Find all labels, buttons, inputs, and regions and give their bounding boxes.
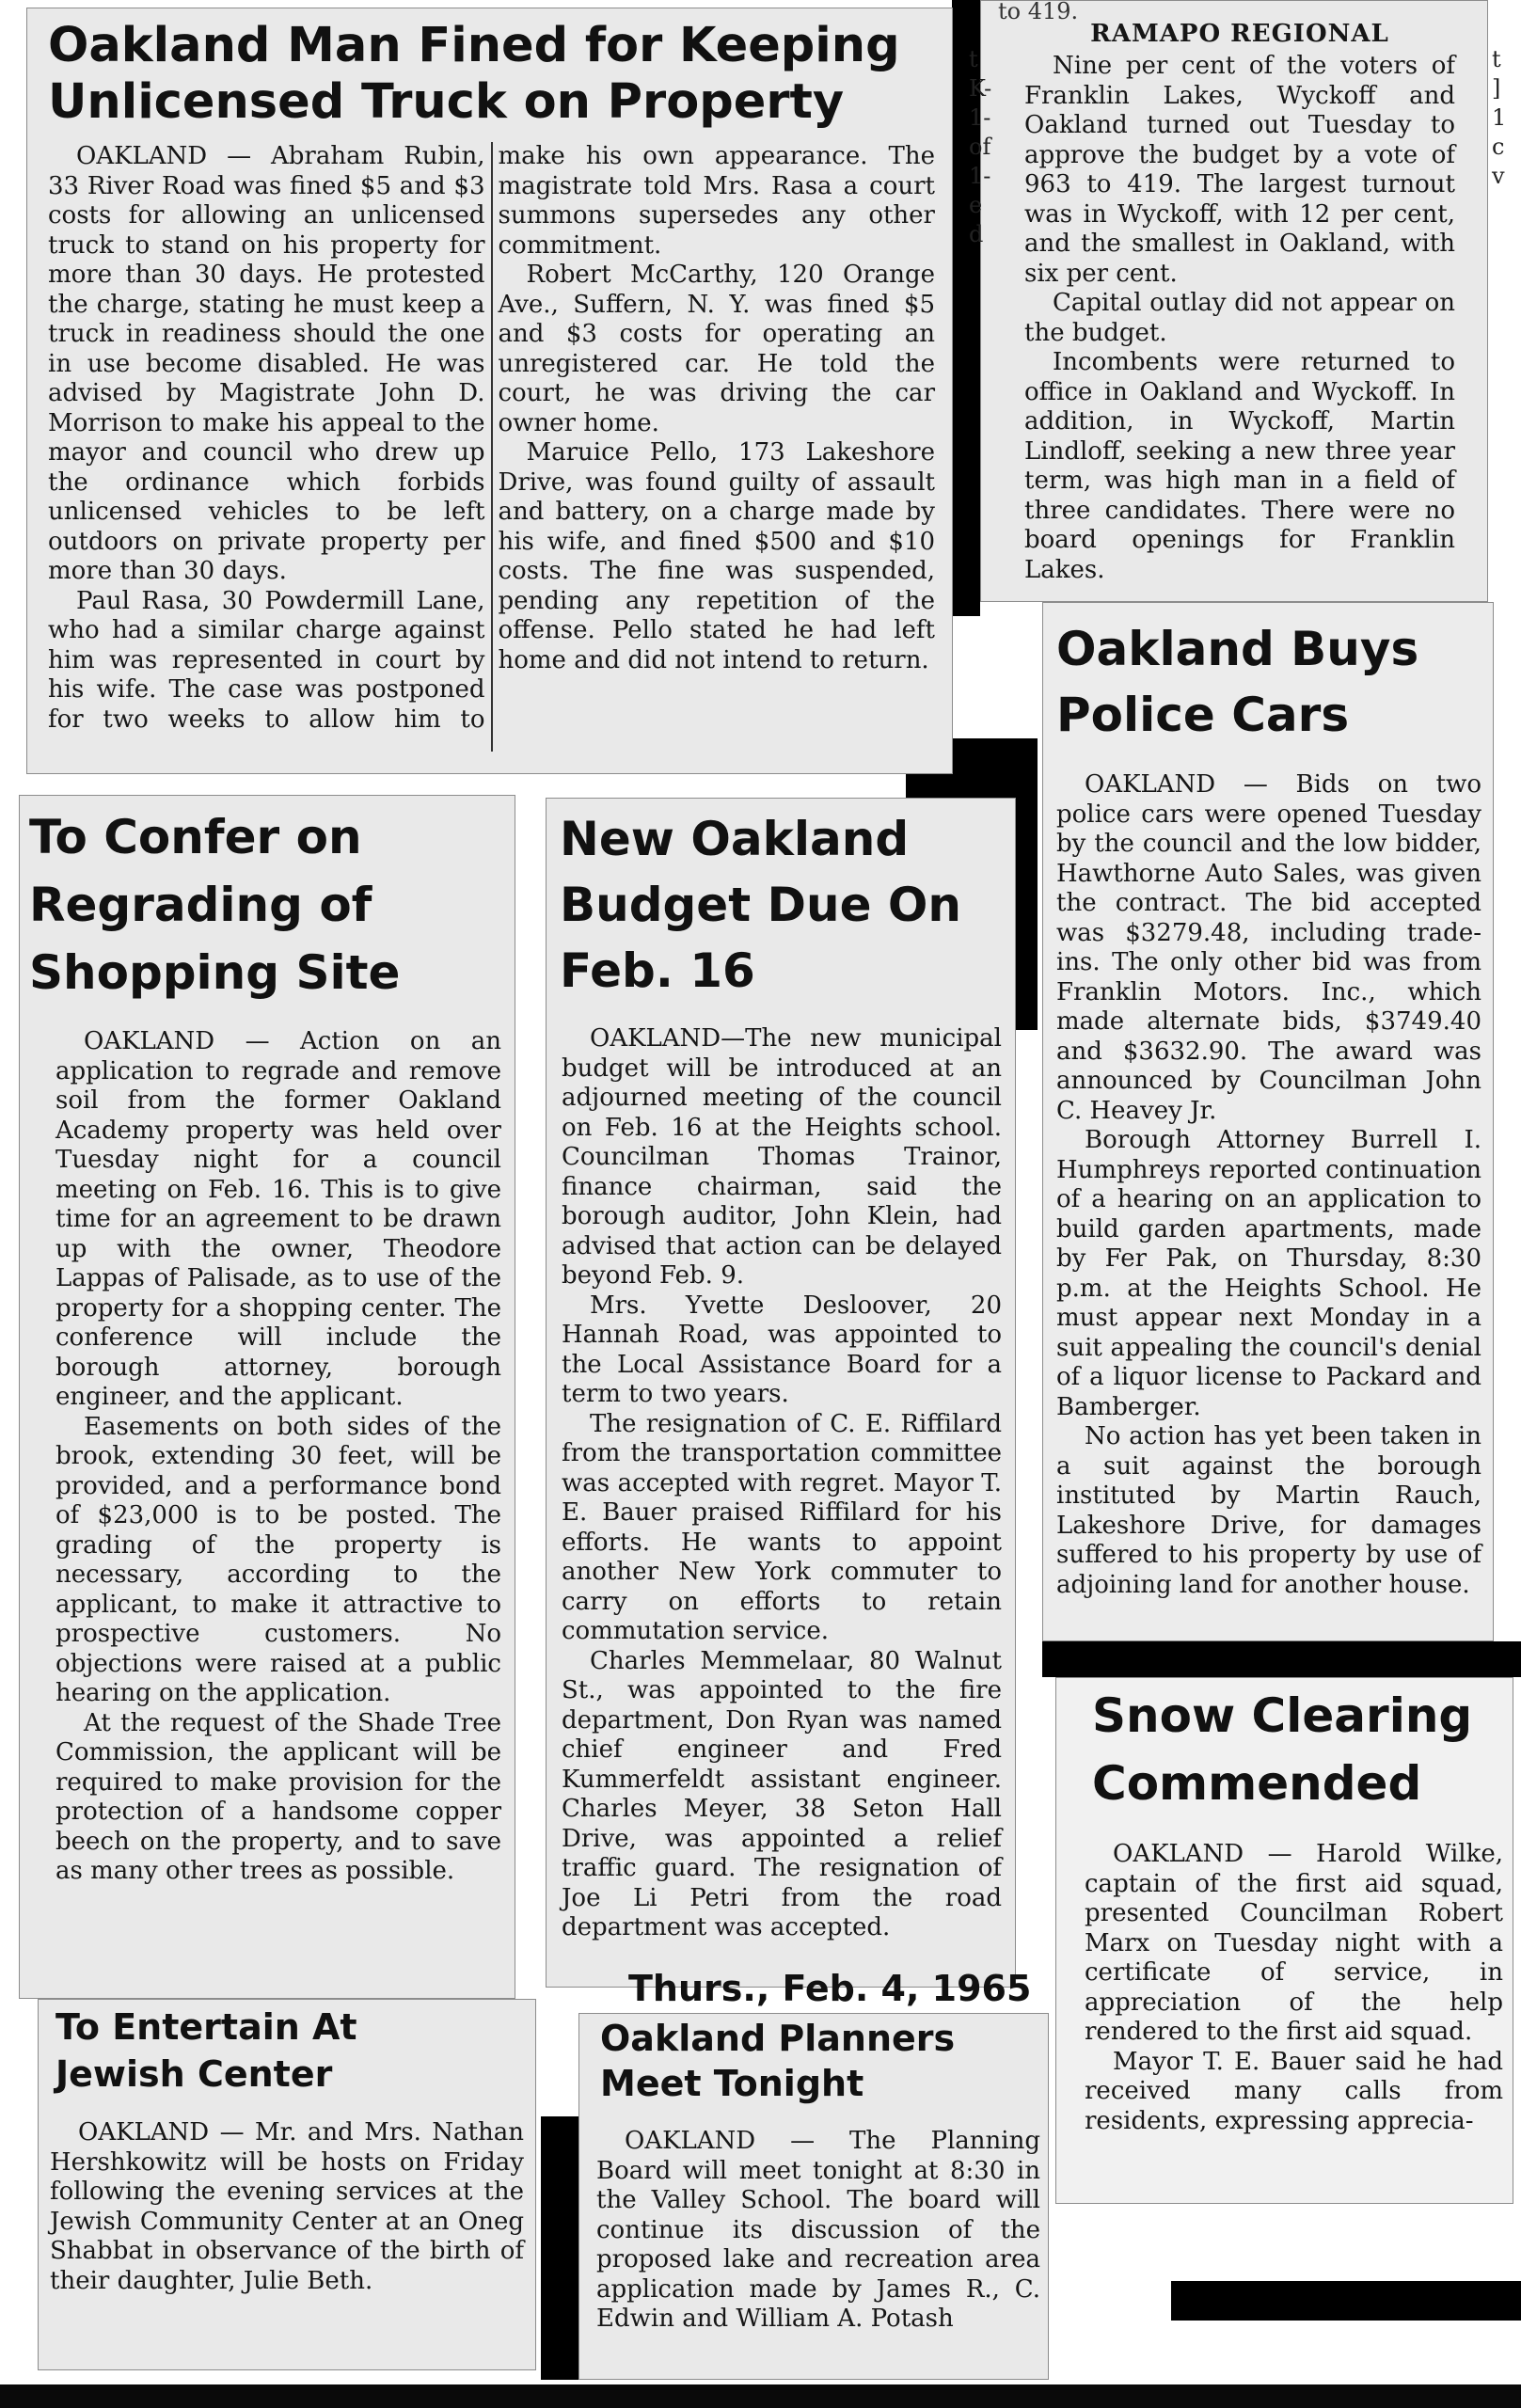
clip-headline: RAMAPO REGIONAL xyxy=(1090,20,1389,48)
paragraph: Maruice Pello, 173 Lakeshore Drive, was found guilty of assault and battery, on a charge made by his wife, and fined $500 and $10 costs. The fine was suspended, pending any repetition of the offense. Pello stated he had left home and did not intend to return. xyxy=(498,438,935,674)
paragraph: Paul Rasa, 30 Powdermill Lane, who had a similar charge against him was represented in court by his wife. The case was postponed for two weeks to allow him to make his own appearance. The magistrate told Mrs. Rasa a court summons supersedes any other commitment. xyxy=(48,142,935,734)
paragraph: OAKLAND — Harold Wilke, captain of the first aid squad, presented Councilman Robert Marx on Tuesday night with a certificate of service, in appreciation of the help rendered to the first aid squad. xyxy=(1085,1840,1503,2046)
paragraph: OAKLAND — Mr. and Mrs. Nathan Hershkowitz will be hosts on Friday following the evening services at the Jewish Community Center at an Oneg Shabbat in observance of the birth of their daughter, Julie Beth. xyxy=(50,2118,524,2295)
edge-fragments-right: t ] 1 c v xyxy=(1492,46,1507,189)
clip-ramapo-regional xyxy=(980,0,1488,602)
clip-body xyxy=(29,1027,501,1887)
clip-body xyxy=(48,142,935,752)
clip-body xyxy=(1056,770,1481,1600)
scan-shadow xyxy=(1042,1641,1521,1677)
clip-headline: Snow Clearing Commended xyxy=(1092,1688,1473,1811)
clip-body xyxy=(1024,52,1455,585)
paragraph: Borough Attorney Burrell I. Humphreys reported continuation of a hearing on an application to build garden apartments, made by Fer Pak, on Thursday, 8:30 p.m. at the Heights School. He must appear next Monday in a suit appealing the council's denial of a liquor license to Packard and Bamberger. xyxy=(1056,1126,1481,1421)
paragraph: At the request of the Shade Tree Commission, the applicant will be required to make provision for the protection of a handsome copper beech on the property, and to save as many other trees as possible. xyxy=(55,1708,501,1885)
paragraph: Mrs. Yvette Desloover, 20 Hannah Road, was appointed to the Local Assistance Board for a term to two years. xyxy=(562,1291,1002,1408)
top-fragment: to 419. xyxy=(998,1,1079,22)
issue-date: Thurs., Feb. 4, 1965 xyxy=(628,1968,1032,2009)
clip-jewish-center xyxy=(38,1999,536,2370)
scan-shadow xyxy=(541,2116,578,2380)
edge-fragments-left: t K- 1- of 1- e d xyxy=(969,46,992,247)
paragraph: Easements on both sides of the brook, extending 30 feet, will be provided, and a performance bond of $23,000 is to be posted. The grading of the property is necessary, according to the applicant, to make it attractive to prospective customers. No objections were raised at a public hearing on the application. xyxy=(55,1412,501,1707)
scan-shadow xyxy=(1171,2281,1521,2321)
paragraph: OAKLAND — Bids on two police cars were opened Tuesday by the council and the low bidder, Hawthorne Auto Sales, was given the contract. The bid accepted was $3279.48, including trade-ins. The only other bid was from Franklin Motors. Inc., which made alternate bids, $3749.40 and $3632.90. The award was announced by Councilman John C. Heavey Jr. xyxy=(1056,770,1481,1125)
paragraph: OAKLAND — Abraham Rubin, 33 River Road was fined $5 and $3 costs for allowing an unlicensed truck to stand on his property for more than 30 days. He protested the charge, stating he must keep a truck in readiness should the one in use become disabled. He was advised by Magistrate John D. Morrison to make his appeal to the mayor and council who drew up the ordinance which forbids unlicensed vehicles to be left outdoors on private property per more than 30 days. xyxy=(48,142,485,585)
clip-regrading-shopping-site xyxy=(19,795,515,1999)
clip-headline: To Entertain At Jewish Center xyxy=(55,2006,357,2095)
paragraph: The resignation of C. E. Riffilard from the transportation committee was accepted with regret. Mayor T. E. Bauer praised Riffilard for his efforts. He wants to appoint another New York commuter to carry on efforts to retain commutation service. xyxy=(562,1409,1002,1645)
clip-planners-meet-tonight xyxy=(578,2013,1049,2380)
paragraph: Capital outlay did not appear on the budget. xyxy=(1024,289,1455,347)
clip-headline: Oakland Planners Meet Tonight xyxy=(600,2018,956,2104)
scan-bottom-band xyxy=(0,2384,1521,2408)
clip-new-oakland-budget xyxy=(546,798,1016,1988)
clip-police-cars xyxy=(1042,602,1494,1641)
clip-snow-clearing xyxy=(1055,1677,1513,2204)
clip-headline: New Oakland Budget Due On Feb. 16 xyxy=(560,812,962,998)
clip-unlicensed-truck xyxy=(26,8,953,774)
paragraph: OAKLAND — Action on an application to regrade and remove soil from the former Oakland Academy property was held over Tuesday night for a council meeting on Feb. 16. This is to give time for an agreement to be drawn up with the owner, Theodore Lappas of Palisade, as to use of the property for a shopping center. The conference will include the borough attorney, borough engineer, and the applicant. xyxy=(55,1027,501,1411)
clip-headline: Oakland Man Fined for Keeping Unlicensed Truck on Property xyxy=(48,18,900,130)
clip-headline: Oakland Buys Police Cars xyxy=(1056,622,1419,742)
clip-body xyxy=(50,2118,524,2296)
paragraph: Mayor T. E. Bauer said he had received many calls from residents, expressing apprecia- xyxy=(1085,2047,1503,2135)
clip-body xyxy=(560,1024,1002,1943)
clip-body xyxy=(1085,1840,1503,2136)
paragraph: Nine per cent of the voters of Franklin Lakes, Wyckoff and Oakland turned out Tuesday to approve the budget by a vote of 963 to 419. The largest turnout was in Wyckoff, with 12 per cent, and the smallest in Oakland, with six per cent. xyxy=(1024,52,1455,288)
paragraph: No action has yet been taken in a suit against the borough instituted by Martin Rauch, Lakeshore Drive, for damages suffered to his property by use of adjoining land for another house. xyxy=(1056,1422,1481,1599)
paragraph: Incombents were returned to office in Oakland and Wyckoff. In addition, in Wyckoff, Martin Lindloff, seeking a new three year term, was high man in a field of three candidates. There were no board openings for Franklin Lakes. xyxy=(1024,348,1455,584)
paragraph: Robert McCarthy, 120 Orange Ave., Suffern, N. Y. was fined $5 and $3 costs for operating an unregistered car. He told the court, he was driving the car owner home. xyxy=(498,261,935,437)
paragraph: OAKLAND — The Planning Board will meet tonight at 8:30 in the Valley School. The board will continue its discussion of the proposed lake and recreation area application made by James R., C. Edwin and William A. Potash xyxy=(596,2127,1040,2333)
paragraph: OAKLAND—The new municipal budget will be introduced at an adjourned meeting of the council on Feb. 16 at the Heights school. Councilman Thomas Trainor, finance chairman, said the borough auditor, John Klein, had advised that action can be delayed beyond Feb. 9. xyxy=(562,1024,1002,1290)
paragraph: Charles Memmelaar, 80 Walnut St., was appointed to the fire department, Don Ryan was named chief engineer and Fred Kummerfeldt assistant engineer. Charles Meyer, 38 Seton Hall Drive, was appointed a relief traffic guard. The resignation of Joe Li Petri from the road department was accepted. xyxy=(562,1646,1002,1941)
clip-headline: To Confer on Regrading of Shopping Site xyxy=(29,810,401,1000)
clip-body xyxy=(596,2127,1040,2335)
